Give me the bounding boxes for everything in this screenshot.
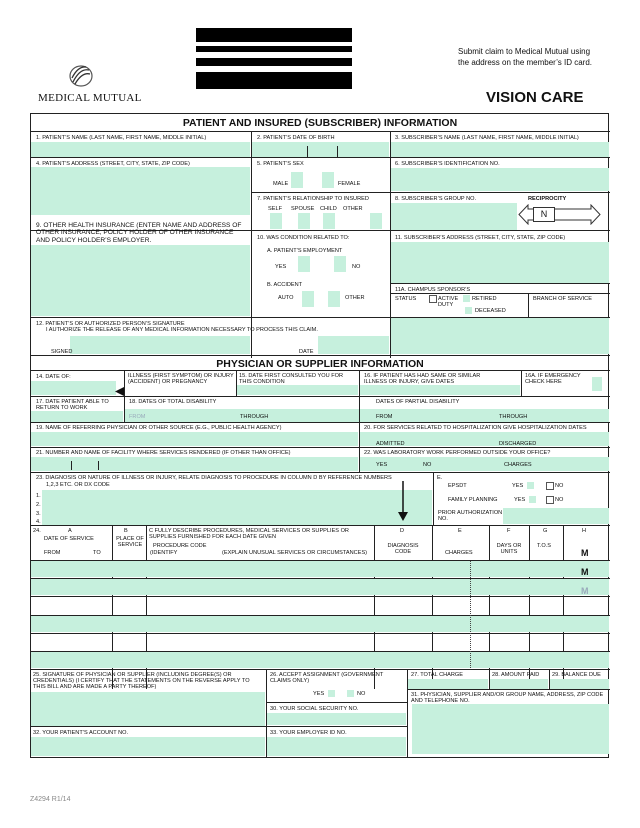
label-facility: 21. NUMBER AND NAME OF FACILITY WHERE SERVICES RENDERED (IF OTHER THAN OFFICE) <box>36 450 291 456</box>
section-title-patient: PATIENT AND INSURED (SUBSCRIBER) INFORMATION <box>182 117 458 129</box>
label-admitted: ADMITTED <box>376 441 405 447</box>
label-signature: 12. PATIENT’S OR AUTHORIZED PERSON’S SIGNATURE <box>36 321 185 327</box>
field-12-right[interactable] <box>391 318 609 354</box>
label-reciprocity: RECIPROCITY <box>528 196 567 202</box>
dob-field[interactable] <box>252 142 389 157</box>
label-24: 24. <box>33 528 41 534</box>
form-title: VISION CARE <box>486 89 584 106</box>
active-duty-checkbox[interactable] <box>429 295 437 303</box>
col-h: H <box>582 528 587 534</box>
submit-instructions-2: the address on the member’s ID card. <box>458 58 592 67</box>
barcode-bar <box>196 46 352 52</box>
epsdt-no-checkbox[interactable] <box>546 482 554 490</box>
fp-yes-checkbox[interactable] <box>529 496 536 503</box>
submit-instructions-1: Submit claim to Medical Mutual using <box>458 47 591 56</box>
barcode-bar <box>196 58 352 66</box>
col-f: F <box>507 528 511 534</box>
referring-field[interactable] <box>31 432 358 446</box>
barcode-bar <box>196 28 352 42</box>
label-total-charge: 27. TOTAL CHARGE <box>411 672 464 678</box>
label-emp-no: NO <box>352 264 361 270</box>
label-status: STATUS <box>395 296 417 302</box>
label-condition-related: 10. WAS CONDITION RELATED TO: <box>257 235 350 241</box>
label-self: SELF <box>268 206 282 212</box>
label-spouse: SPOUSE <box>291 206 315 212</box>
label-signed: SIGNED <box>51 349 73 355</box>
label-fp-no: NO <box>555 497 564 503</box>
dx-line-1: 1. <box>36 493 41 499</box>
col-e: E <box>458 528 462 534</box>
employment-no-checkbox[interactable] <box>334 256 346 272</box>
label-employer-id: 33. YOUR EMPLOYER ID NO. <box>270 730 347 736</box>
retired-checkbox[interactable] <box>463 295 470 302</box>
label-male: MALE <box>273 181 289 187</box>
label-balance-due: 29. BALANCE DUE <box>552 672 601 678</box>
col-c-proc: PROCEDURE CODE <box>153 543 207 549</box>
label-female: FEMALE <box>338 181 361 187</box>
accident-other-checkbox[interactable] <box>328 291 340 307</box>
physician-signature-field[interactable] <box>31 692 265 726</box>
label-hospitalization: 20. FOR SERVICES RELATED TO HOSPITALIZATION GIVE HOSPITALIZATION DATES <box>364 425 587 431</box>
col-e-sub: CHARGES <box>445 550 473 556</box>
label-from-grey: FROM <box>129 414 146 420</box>
label-first-consulted: 15. DATE FIRST CONSULTED YOU FOR THIS CONDITION <box>239 373 344 385</box>
service-row[interactable] <box>31 579 609 595</box>
form-id: Z4294 R1/14 <box>30 796 71 803</box>
emergency-checkbox[interactable] <box>592 377 602 391</box>
ssn-field[interactable] <box>267 713 406 725</box>
m-mark: M <box>581 548 589 558</box>
label-physician-signature: 25. SIGNATURE OF PHYSICIAN OR SUPPLIER (INCLUDING DEGREE(S) OR CREDENTIALS) (I CERTIFY THAT THE STATEMENTS ON THE REVERSE APPLY TO THIS BILL AND ARE MADE A PARTY THEREOF) <box>33 672 250 690</box>
label-accept-assignment: 26. ACCEPT ASSIGNMENT (GOVERNMENT CLAIMS ONLY) <box>270 672 384 684</box>
auto-checkbox[interactable] <box>302 291 314 307</box>
physician-group-field[interactable] <box>412 704 609 754</box>
col-to: TO <box>93 550 101 556</box>
col-d: D <box>400 528 405 534</box>
label-prior-auth: PRIOR AUTHORIZATION NO. <box>438 510 503 522</box>
col-c-explain: (EXPLAIN UNUSUAL SERVICES OR CIRCUMSTANCES) <box>222 550 368 556</box>
col-c: C FULLY DESCRIBE PROCEDURES, MEDICAL SERVICES OR SUPPLIES OR SUPPLIES FURNISHED FOR EACH DATE GIVEN <box>149 528 349 540</box>
other-insurance-field[interactable] <box>31 245 250 316</box>
subscriber-address-field[interactable] <box>391 242 609 283</box>
employer-id-field[interactable] <box>267 737 406 756</box>
total-charge-field[interactable] <box>408 679 488 689</box>
child-checkbox[interactable] <box>323 213 335 229</box>
label-e: E. <box>437 475 443 481</box>
col-c-identify: (IDENTIFY <box>150 550 178 556</box>
label-retired: RETIRED <box>472 296 497 302</box>
label-authorize: I AUTHORIZE THE RELEASE OF ANY MEDICAL INFORMATION NECESSARY TO PROCESS THIS CLAIM. <box>46 327 318 333</box>
label-accident: B. ACCIDENT <box>267 282 303 288</box>
patient-address-field[interactable] <box>31 167 250 215</box>
assign-no-checkbox[interactable] <box>347 690 354 697</box>
label-active-duty: ACTIVE DUTY <box>438 296 459 308</box>
label-diagnosis: 23. DIAGNOSIS OR NATURE OF ILLNESS OR INJURY, RELATE DIAGNOSIS TO PROCEDURE IN COLUMN D BY REFERENCE NUMBERS <box>36 475 392 481</box>
label-assign-yes: YES <box>313 691 325 697</box>
label-patient-name: 1. PATIENT’S NAME (LAST NAME, FIRST NAME, MIDDLE INITIAL) <box>36 135 207 141</box>
label-lab-yes: YES <box>376 462 388 468</box>
label-ssn: 30. YOUR SOCIAL SECURITY NO. <box>270 706 359 712</box>
amount-paid-field[interactable] <box>490 679 548 689</box>
subscriber-name-field[interactable] <box>391 142 609 157</box>
facility-field[interactable] <box>31 457 358 471</box>
label-account-no: 32. YOUR PATIENT’S ACCOUNT NO. <box>33 730 129 736</box>
partial-disability-field[interactable] <box>360 409 609 422</box>
epsdt-yes-checkbox[interactable] <box>527 482 534 489</box>
label-lab-charges: CHARGES <box>504 462 532 468</box>
label-date: DATE <box>299 349 314 355</box>
col-b: B <box>124 528 128 534</box>
logo-icon <box>68 64 94 88</box>
label-family-planning: FAMILY PLANNING <box>448 497 498 503</box>
account-no-field[interactable] <box>31 737 265 756</box>
group-no-field[interactable] <box>391 203 517 230</box>
label-child: CHILD <box>320 206 337 212</box>
label-physician-group: 31. PHYSICIAN, SUPPLIER AND/OR GROUP NAME, ADDRESS, ZIP CODE AND TELEPHONE NO. <box>411 692 604 704</box>
label-accident-other: OTHER <box>345 295 365 301</box>
first-consulted-field[interactable] <box>237 385 358 395</box>
m-mark: M <box>581 567 589 577</box>
label-patient-address: 4. PATIENT’S ADDRESS (STREET, CITY, STATE, ZIP CODE) <box>36 161 190 167</box>
label-illness: ILLNESS (FIRST SYMPTOM) OR INJURY (ACCIDENT) OR PREGNANCY <box>128 373 234 385</box>
label-from-partial: FROM <box>376 414 393 420</box>
label-branch: BRANCH OF SERVICE <box>533 296 592 302</box>
dx-line-2: 2. <box>36 502 41 508</box>
employment-yes-checkbox[interactable] <box>298 256 310 272</box>
label-subscriber-name: 3. SUBSCRIBER’S NAME (LAST NAME, FIRST NAME, MIDDLE INITIAL) <box>395 135 579 141</box>
signature-field[interactable] <box>70 336 250 354</box>
other-rel-checkbox[interactable] <box>370 213 382 229</box>
dx-line-4: 4. <box>36 519 41 525</box>
label-group-no: 8. SUBSCRIBER’S GROUP NO. <box>395 196 477 202</box>
label-auto: AUTO <box>278 295 294 301</box>
label-lab-no: NO <box>423 462 432 468</box>
label-dob: 2. PATIENT’S DATE OF BIRTH <box>257 135 335 141</box>
similar-illness-field[interactable] <box>360 385 520 395</box>
label-dx-code: 1,2,3 ETC. OR DX CODE <box>46 482 110 488</box>
label-deceased: DECEASED <box>475 308 506 314</box>
fp-no-checkbox[interactable] <box>546 496 554 504</box>
label-epsdt: EPSDT <box>448 483 467 489</box>
label-emp-yes: YES <box>275 264 287 270</box>
col-from: FROM <box>44 550 61 556</box>
col-b-sub: PLACE OF SERVICE <box>116 536 144 548</box>
diagnosis-field[interactable] <box>42 490 432 526</box>
down-arrow-icon <box>398 481 408 526</box>
lab-no-checkbox[interactable] <box>413 461 420 468</box>
self-checkbox[interactable] <box>270 213 282 229</box>
male-checkbox[interactable] <box>291 172 303 188</box>
service-row[interactable] <box>31 652 609 668</box>
charges-dotted-line <box>470 561 471 668</box>
label-assign-no: NO <box>357 691 366 697</box>
spouse-checkbox[interactable] <box>298 213 310 229</box>
service-row[interactable] <box>31 616 609 632</box>
col-a: A <box>68 528 72 534</box>
col-f-sub: DAYS OR UNITS <box>496 543 522 555</box>
reciprocity-arrow-icon <box>518 204 601 225</box>
balance-due-field[interactable] <box>550 679 609 689</box>
col-g-sub: T.O.S <box>537 543 551 549</box>
label-fp-yes: YES <box>514 497 526 503</box>
label-subscriber-address: 11. SUBSCRIBER’S ADDRESS (STREET, CITY, STATE, ZIP CODE) <box>395 235 566 241</box>
assign-yes-checkbox[interactable] <box>328 690 335 697</box>
label-subscriber-id: 6. SUBSCRIBER’S IDENTIFICATION NO. <box>395 161 500 167</box>
date-of-field[interactable] <box>31 381 116 395</box>
label-champus: 11A. CHAMPUS SPONSOR’S <box>395 287 471 293</box>
label-date-of: 14. DATE OF: <box>36 374 71 380</box>
label-other-insurance: 9. OTHER HEALTH INSURANCE (ENTER NAME AND ADDRESS OF OTHER INSURANCE, POLICY HOLDER OF OTHER INSURANCE AND POLICY HOLDER’S EMPLOYER. <box>36 222 242 244</box>
lab-yes-checkbox[interactable] <box>390 461 397 468</box>
label-lab-work: 22. WAS LABORATORY WORK PERFORMED OUTSIDE YOUR OFFICE? <box>364 450 551 456</box>
label-referring: 19. NAME OF REFERRING PHYSICIAN OR OTHER SOURCE (E.G., PUBLIC HEALTH AGENCY) <box>36 425 282 431</box>
subscriber-id-field[interactable] <box>391 168 609 191</box>
section-title-physician: PHYSICIAN OR SUPPLIER INFORMATION <box>216 358 424 370</box>
m-mark: M <box>581 586 589 596</box>
barcode-bar <box>196 72 352 89</box>
prior-auth-field[interactable] <box>503 508 609 524</box>
col-a-sub: DATE OF SERVICE <box>44 536 94 542</box>
brand-name: MEDICAL MUTUAL <box>38 92 142 104</box>
service-row[interactable] <box>31 561 609 577</box>
label-employment: A. PATIENT’S EMPLOYMENT <box>267 248 343 254</box>
reciprocity-value[interactable]: N <box>533 207 555 222</box>
label-amount-paid: 28. AMOUNT PAID <box>492 672 540 678</box>
label-relationship: 7. PATIENT’S RELATIONSHIP TO INSURED <box>257 196 369 202</box>
label-total-disability: 18. DATES OF TOTAL DISABILITY <box>129 399 217 405</box>
label-other-rel: OTHER <box>343 206 363 212</box>
deceased-checkbox[interactable] <box>465 307 472 314</box>
label-partial-disability: DATES OF PARTIAL DISABILITY <box>376 399 460 405</box>
label-through-2: THROUGH <box>499 414 528 420</box>
col-g: G <box>543 528 548 534</box>
label-emergency: 16A. IF EMERGENCY CHECK HERE <box>525 373 581 385</box>
label-patient-sex: 5. PATIENT’S SEX <box>257 161 304 167</box>
return-work-field[interactable] <box>31 411 123 422</box>
patient-name-field[interactable] <box>31 142 250 157</box>
label-epsdt-no: NO <box>555 483 564 489</box>
label-epsdt-yes: YES <box>512 483 524 489</box>
dx-line-3: 3. <box>36 511 41 517</box>
signature-date-field[interactable] <box>318 336 389 354</box>
label-similar-illness: 16. IF PATIENT HAS HAD SAME OR SIMILAR ILLNESS OR INJURY, GIVE DATES <box>364 373 481 385</box>
col-d-sub: DIAGNOSIS CODE <box>387 543 419 555</box>
female-checkbox[interactable] <box>322 172 334 188</box>
label-return-work: 17. DATE PATIENT ABLE TO RETURN TO WORK <box>36 399 109 411</box>
label-discharged: DISCHARGED <box>499 441 537 447</box>
lab-work-field[interactable] <box>360 457 609 471</box>
label-through-1: THROUGH <box>240 414 269 420</box>
